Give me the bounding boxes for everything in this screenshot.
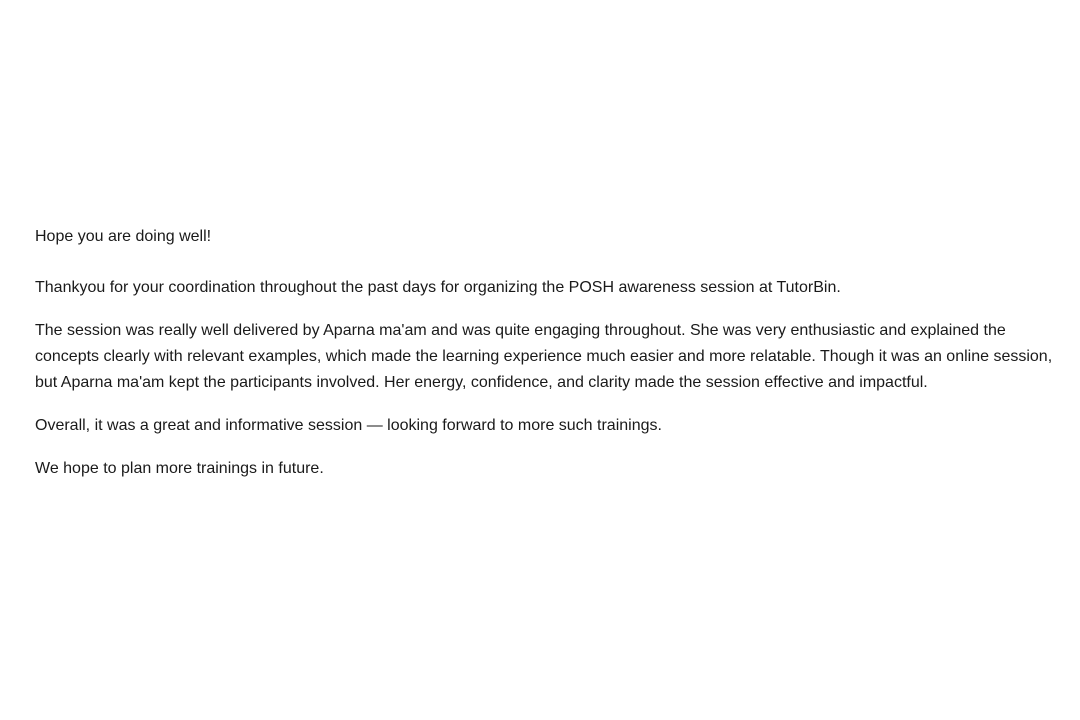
message-body (35, 224, 1065, 482)
closing-line: We hope to plan more trainings in future. (35, 460, 324, 477)
greeting-line: Hope you are doing well! (35, 228, 212, 245)
thanks-paragraph: Thankyou for your coordination throughout the past days for organizing the POSH awareness session at TutorBin. (35, 279, 841, 296)
overall-paragraph: Overall, it was a great and informative session — looking forward to more such trainings. (35, 417, 662, 434)
feedback-paragraph: The session was really well delivered by Aparna ma'am and was quite engaging throughout. She was very enthusiastic and explained the concepts clearly with relevant examples, which made the learning experience much easier and more relatable. Though it was an online session, but Aparna ma'am kept the participants involved. Her energy, confidence, and clarity made the session effective and impactful. (35, 322, 1053, 391)
